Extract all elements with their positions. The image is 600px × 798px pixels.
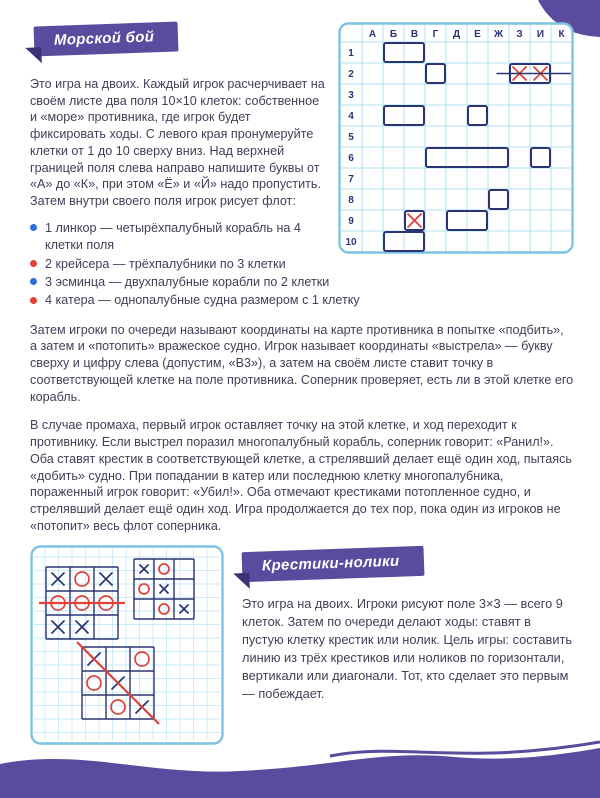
battleship-title: Морской бой xyxy=(53,28,155,49)
tictactoe-section xyxy=(30,545,574,745)
fleet-item-label: 2 крейсера — трёхпалубники по 3 клетки xyxy=(45,256,286,271)
svg-text:Ж: Ж xyxy=(493,29,504,40)
fleet-item xyxy=(30,292,574,309)
svg-text:6: 6 xyxy=(348,153,354,164)
svg-text:Е: Е xyxy=(474,29,481,40)
svg-text:2: 2 xyxy=(348,69,354,80)
svg-text:3: 3 xyxy=(348,90,354,101)
bullet-dot xyxy=(30,278,37,285)
svg-text:Б: Б xyxy=(389,29,398,40)
fleet-item xyxy=(30,256,574,273)
tictactoe-figure xyxy=(30,545,224,745)
svg-text:9: 9 xyxy=(348,216,354,227)
battleship-grid-figure xyxy=(338,22,574,254)
battleship-grid xyxy=(338,22,574,254)
battleship-para-rules: В случае промаха, первый игрок оставляет точку на этой клетке, и ход переходит к противнику. Если выстрел поразил многопалубный корабль, соперник говорит: «Ранил!». Оба ставят крестик в соответствующей клетке, а стрелявший делает ещё один ход, пытаясь «добить» судно. При попадании в катер или последнюю клетку многопалубника, пораженный игрок говорит: «Убил!». Оба отмечают крестиками потопленное судно, и стрелявший делает ещё один ход. Игра продолжается до тех пор, пока один из игроков не «потопит» весь флот соперника. xyxy=(30,418,572,533)
svg-text:Д: Д xyxy=(452,29,461,40)
svg-text:А: А xyxy=(368,29,377,40)
tictactoe-text-column xyxy=(240,545,574,704)
svg-text:10: 10 xyxy=(345,237,357,248)
battleship-para-shooting: Затем игроки по очереди называют координаты на карте противника в попытке «подбить», а затем и «потопить» вражеское судно. Игрок называет координаты «выстрела» — букву сверху и цифру слева (допустим, «В3»), а затем на своём листе ставит точку в соответствующей клетке на поле противника. Соперник проверяет, есть ли в этой клетке его корабль. xyxy=(30,322,574,404)
battleship-title-ribbon xyxy=(34,21,179,56)
fleet-item-label: 3 эсминца — двухпалубные корабли по 2 клетки xyxy=(45,275,330,289)
bullet-dot xyxy=(30,224,37,231)
svg-text:4: 4 xyxy=(348,111,354,122)
svg-text:8: 8 xyxy=(348,195,354,206)
tictactoe-description: Это игра на двоих. Игроки рисуют поле 3×3 — всего 9 клеток. Затем по очереди делают ходы: ставят в пустую клетку крестик или нолик. Цель игры: составить линию из трёх крестиков или ноликов по горизонтали, вертикали или диагонали. Тот, кто сделает это первым — побеждает. xyxy=(242,595,572,702)
fleet-item-label: 1 линкор — четырёхпалубный корабль на 4 клетки поля xyxy=(45,220,301,253)
bullet-dot xyxy=(30,260,37,267)
svg-text:1: 1 xyxy=(348,48,354,59)
tictactoe-title-ribbon xyxy=(242,545,424,581)
fleet-item xyxy=(30,274,574,291)
svg-text:З: З xyxy=(516,29,523,40)
bottom-wave-decoration xyxy=(0,740,600,798)
battleship-intro: Это игра на двоих. Каждый игрок расчерчивает на своём листе два поля 10×10 клеток: собственное и «море» противника, где игрок будет фиксировать ходы. С левого края пронумеруйте клетки от 1 до 10 сверху вниз. Над верхней границей поля слева направо напишите буквы от «А» до «К», при этом «Ё» и «Й» надо пропустить. Затем внутри своего поля игрок рисует флот: xyxy=(30,77,325,209)
svg-text:Г: Г xyxy=(432,29,439,40)
svg-text:К: К xyxy=(558,29,565,40)
svg-text:В: В xyxy=(410,29,419,40)
bullet-dot xyxy=(30,297,37,304)
svg-text:7: 7 xyxy=(348,174,354,185)
svg-text:5: 5 xyxy=(348,132,354,143)
tictactoe-boards xyxy=(30,545,224,745)
fleet-item-label: 4 катера — однопалубные судна размером с 1 клетку xyxy=(45,293,360,308)
svg-text:И: И xyxy=(536,29,545,40)
tictactoe-title: Крестики-нолики xyxy=(261,552,400,575)
